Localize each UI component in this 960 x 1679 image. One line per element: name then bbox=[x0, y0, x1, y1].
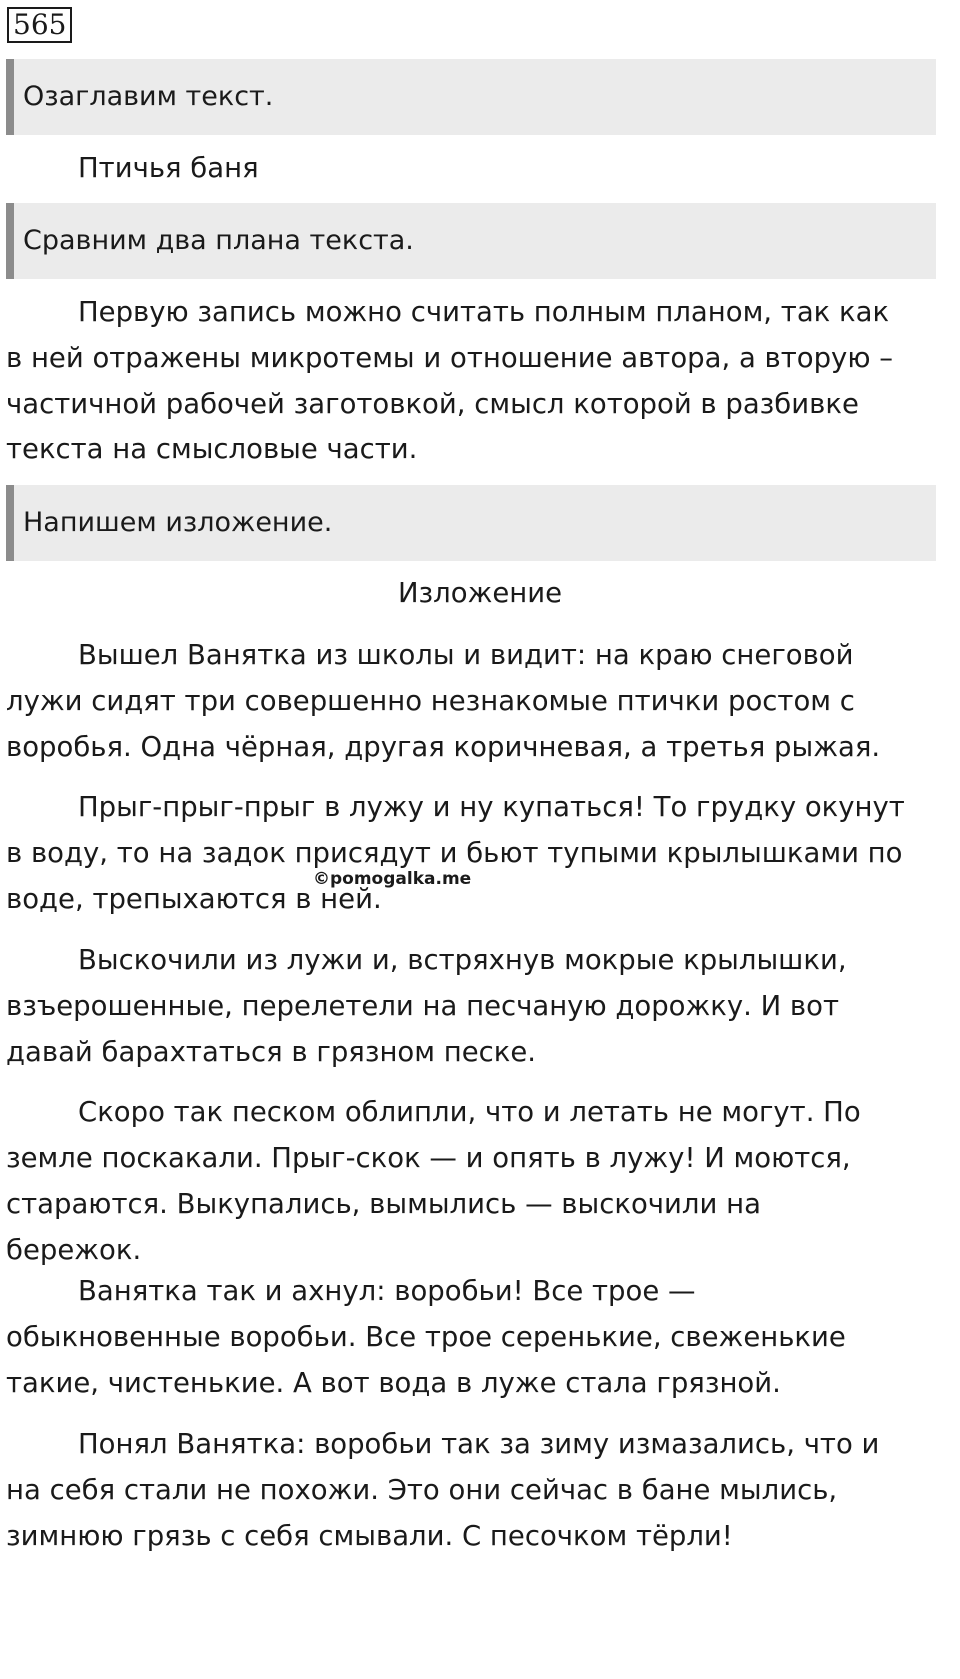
essay-title: Изложение bbox=[397, 577, 563, 609]
essay-p6-line-2: на себя стали не похожи. Это они сейчас в бане мылись, bbox=[6, 1474, 838, 1506]
essay-p2-line-2: в воду, то на задок присядут и бьют тупыми крылышками по bbox=[6, 837, 903, 869]
plans-line-2: в ней отражены микротемы и отношение автора, а вторую – bbox=[6, 342, 893, 374]
essay-p4-line-2: земле поскакали. Прыг-скок — и опять в лужу! И моются, bbox=[6, 1142, 851, 1174]
section-heading-essay: Напишем изложение. bbox=[6, 485, 936, 561]
plans-line-3: частичной рабочей заготовкой, смысл которой в разбивке bbox=[6, 388, 859, 420]
essay-p4-line-1: Скоро так песком облипли, что и летать не могут. По bbox=[78, 1096, 861, 1128]
essay-p1-line-3: воробья. Одна чёрная, другая коричневая, а третья рыжая. bbox=[6, 731, 881, 763]
plans-line-4: текста на смысловые части. bbox=[6, 433, 418, 465]
text-title-answer: Птичья баня bbox=[78, 152, 259, 184]
essay-p3-line-3: давай барахтаться в грязном песке. bbox=[6, 1036, 537, 1068]
plans-line-1: Первую запись можно считать полным планом, так как bbox=[78, 296, 890, 328]
essay-p5-line-2: обыкновенные воробьи. Все трое серенькие, свеженькие bbox=[6, 1321, 846, 1353]
essay-p2-line-1: Прыг-прыг-прыг в лужу и ну купаться! То грудку окунут bbox=[78, 791, 905, 823]
essay-p1-line-1: Вышел Ванятка из школы и видит: на краю снеговой bbox=[78, 639, 854, 671]
essay-p3-line-2: взъерошенные, перелетели на песчаную дорожку. И вот bbox=[6, 990, 839, 1022]
essay-p5-line-3: такие, чистенькие. А вот вода в луже стала грязной. bbox=[6, 1367, 781, 1399]
essay-p5-line-1: Ванятка так и ахнул: воробьи! Все трое — bbox=[78, 1275, 696, 1307]
essay-p4-line-3: стараются. Выкупались, вымылись — выскочили на bbox=[6, 1188, 761, 1220]
essay-p6-line-1: Понял Ванятка: воробьи так за зиму измазались, что и bbox=[78, 1428, 880, 1460]
essay-p2-line-3: воде, трепыхаются в ней. bbox=[6, 883, 382, 915]
section-heading-plans: Сравним два плана текста. bbox=[6, 203, 936, 279]
section-heading-title: Озаглавим текст. bbox=[6, 59, 936, 135]
essay-p3-line-1: Выскочили из лужи и, встряхнув мокрые крылышки, bbox=[78, 944, 847, 976]
essay-p1-line-2: лужи сидят три совершенно незнакомые птички ростом с bbox=[6, 685, 855, 717]
essay-p4-line-4: бережок. bbox=[6, 1234, 142, 1266]
task-number-badge: 565 bbox=[7, 7, 72, 43]
essay-p6-line-3: зимнюю грязь с себя смывали. С песочком тёрли! bbox=[6, 1520, 733, 1552]
watermark: ©pomogalka.me bbox=[313, 869, 472, 889]
